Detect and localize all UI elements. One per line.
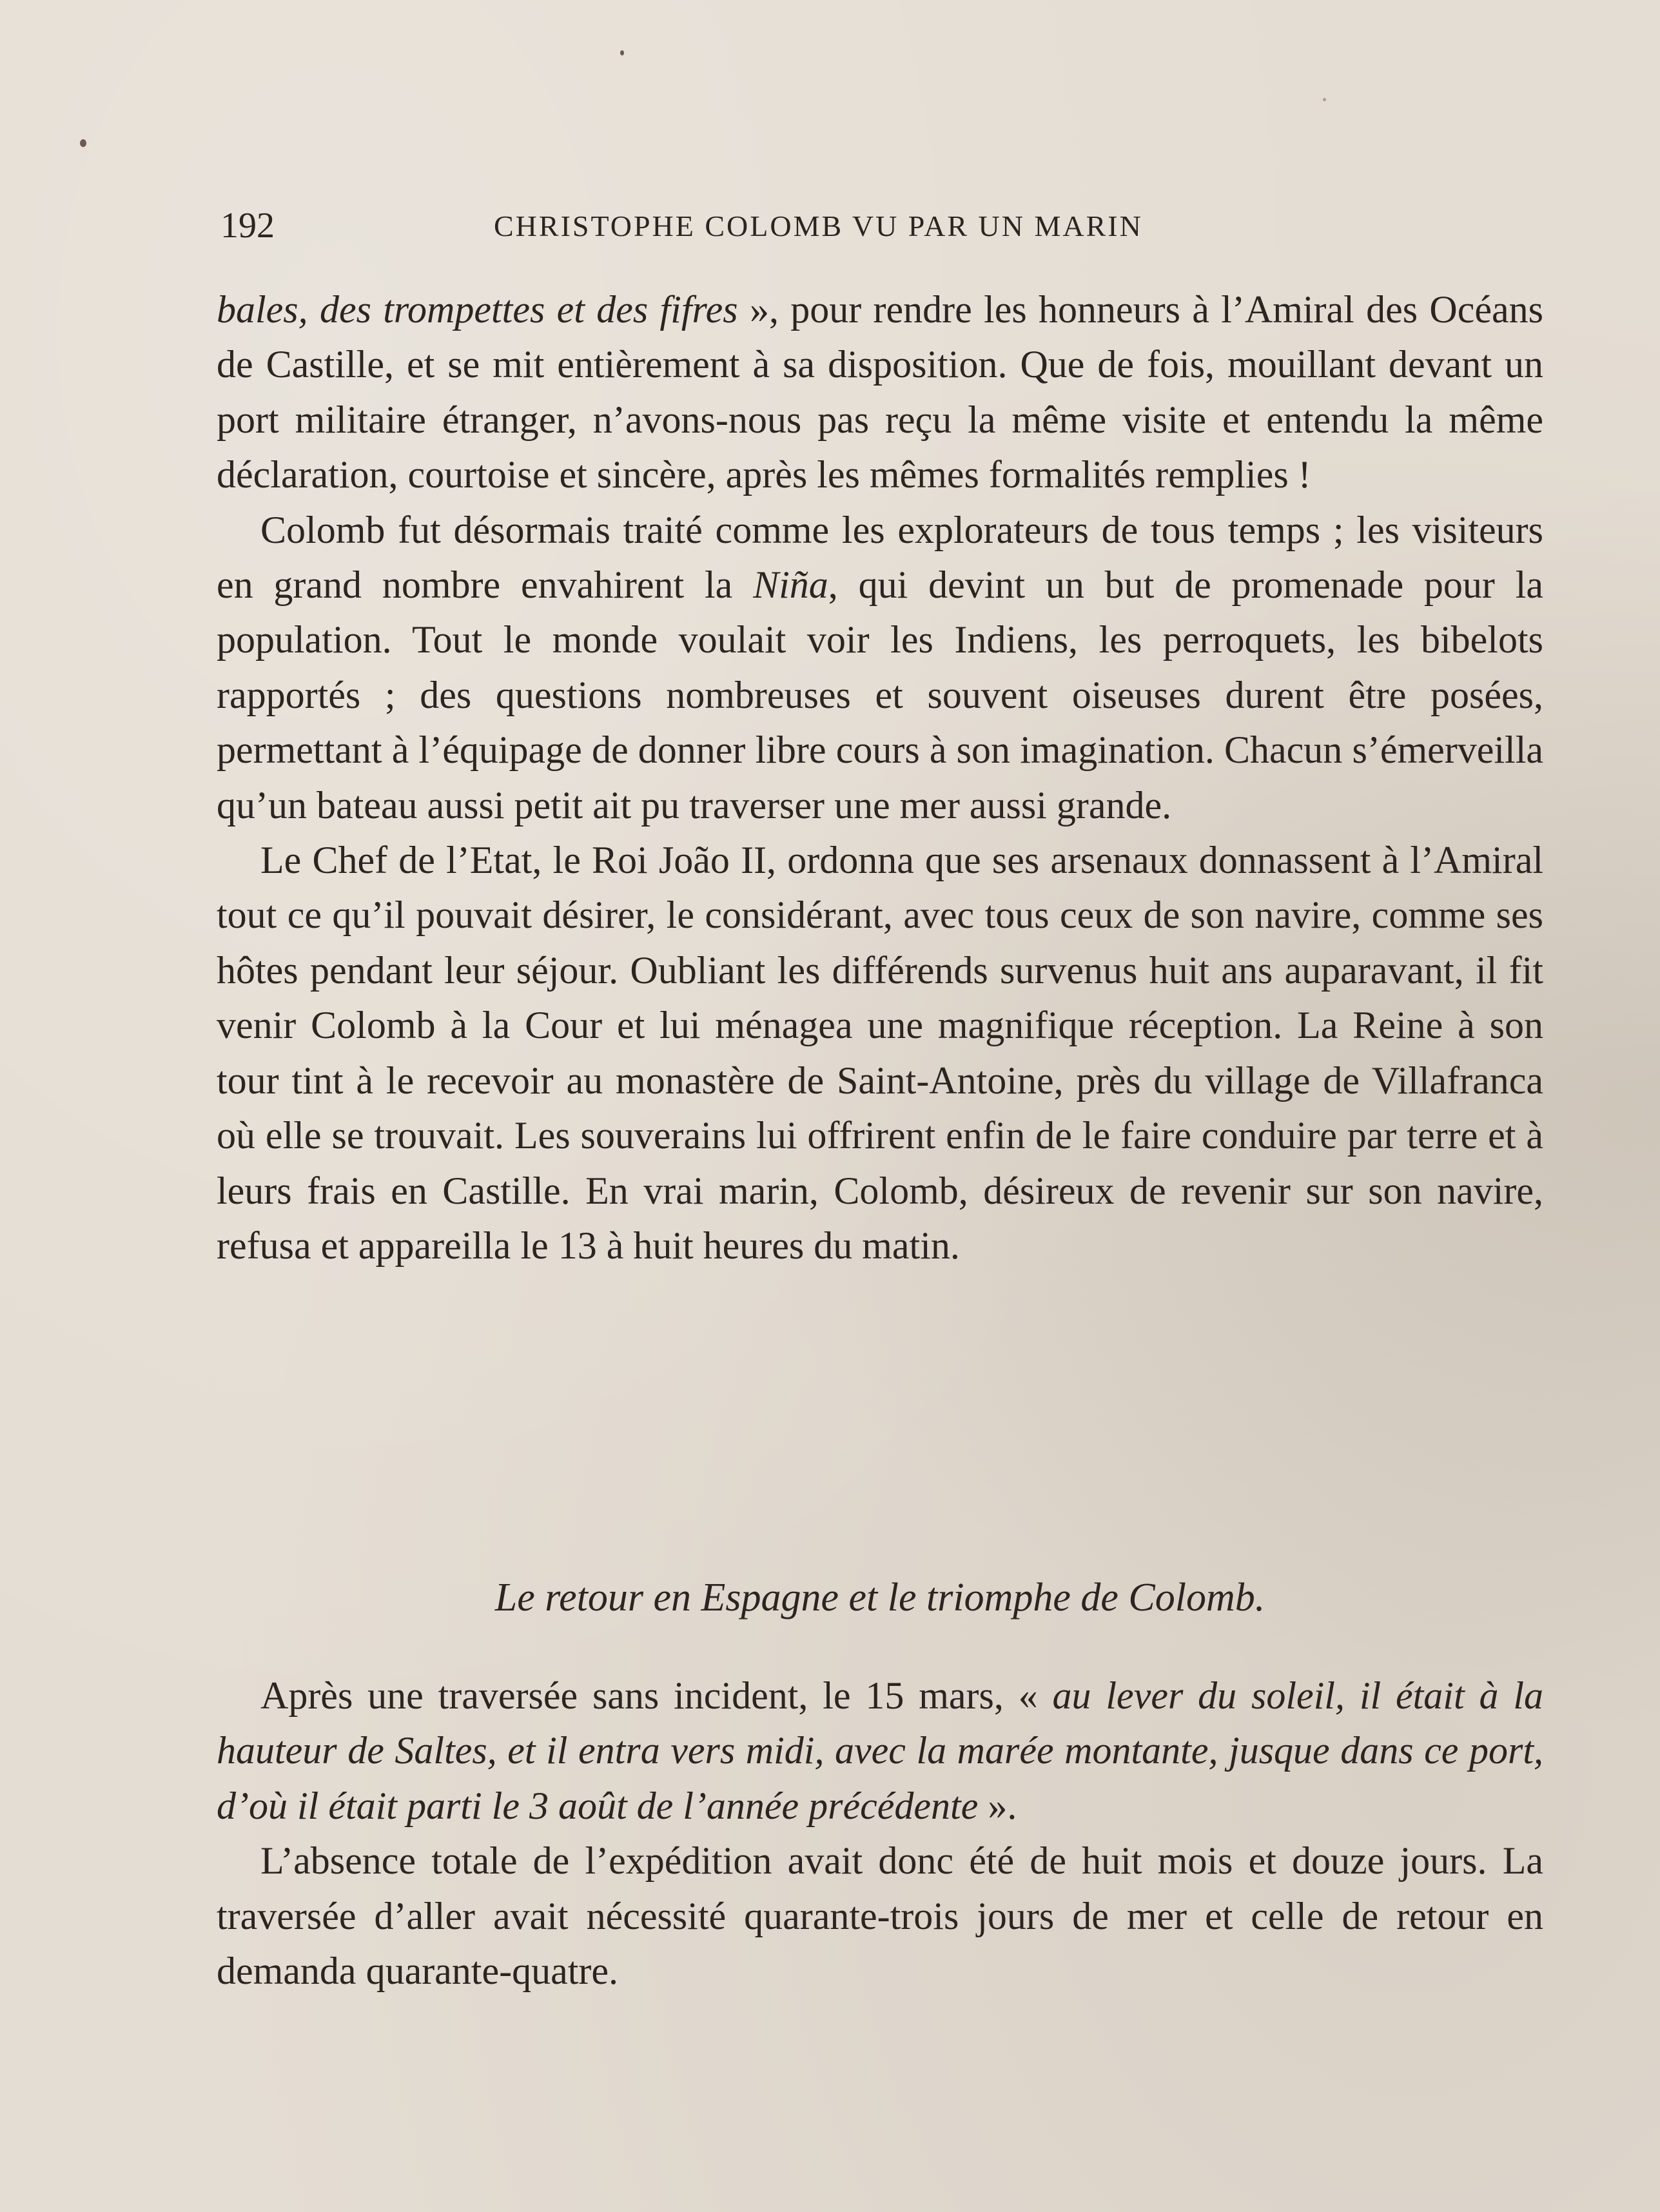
- paragraph: [217, 833, 1543, 1273]
- paragraph-text: Colomb fut désormais traité comme les explorateurs de tous temps ; les visiteurs en grand nombre envahirent la: [217, 508, 1543, 607]
- running-title: CHRISTOPHE COLOMB VU PAR UN MARIN: [494, 210, 1143, 242]
- body-text-top: [217, 282, 1543, 1273]
- paragraph-text: Le Chef de l’Etat, le Roi João II, ordonna que ses arsenaux donnassent à l’Amiral tout ce qu’il pouvait désirer, le considérant, avec tous ceux de son navire, comme ses hôtes pendant leur séjour. Oubliant les différends survenus huit ans auparavant, il fit venir Colomb à la Cour et lui ménagea une magnifique réception. La Reine à son tour tint à le recevoir au monastère de Saint-Antoine, près du village de Villafranca où elle se trouvait. Les souverains lui offrirent enfin de le faire conduire par terre et à leurs frais en Castille. En vrai marin, Colomb, désireux de revenir sur son navire, refusa et appareilla le 13 à huit heures du matin.: [217, 839, 1543, 1267]
- italic-quote: bales, des trompettes et des fifres: [217, 288, 738, 331]
- page-header: [220, 205, 1278, 244]
- paragraph-text: ».: [978, 1784, 1017, 1827]
- paper-speck: [1323, 98, 1326, 101]
- italic-quote: au lever du soleil, il était à la hauteur de Saltes, et il entra vers midi, avec la marée montante, jusque dans ce port, d’où il était parti le 3 août de l’année précédente: [217, 1674, 1543, 1827]
- paper-speck: [80, 139, 86, 147]
- paragraph: [217, 503, 1543, 833]
- paragraph: [217, 282, 1543, 503]
- paragraph: [217, 1669, 1543, 1834]
- page-number: 192: [220, 206, 275, 246]
- ship-name: Niña: [753, 563, 828, 607]
- paragraph-text: L’absence totale de l’expédition avait donc été de huit mois et douze jours. La traversée d’aller avait nécessité quarante-trois jours de mer et celle de retour en demanda quarante-quatre.: [217, 1839, 1543, 1993]
- section-heading: Le retour en Espagne et le triomphe de Colomb.: [494, 1576, 1265, 1620]
- body-text-bottom: [217, 1669, 1543, 1999]
- paper-speck: [620, 50, 624, 55]
- paragraph-text: Après une traversée sans incident, le 15 mars, «: [260, 1674, 1053, 1717]
- paragraph: [217, 1834, 1543, 1999]
- paragraph-text: , qui devint un but de promenade pour la population. Tout le monde voulait voir les Indiens, les perroquets, les bibelots rapportés ; des questions nombreuses et souvent oiseuses durent être posées, permettant à l’équipage de donner libre cours à son imagination. Chacun s’émerveilla qu’un bateau aussi petit ait pu traverser une mer aussi grande.: [217, 563, 1543, 827]
- paragraph-text: », pour rendre les honneurs à l’Amiral des Océans de Castille, et se mit entièrement à sa disposition. Que de fois, mouillant devant un port militaire étranger, n’avons-nous pas reçu la même visite et entendu la même déclaration, courtoise et sincère, après les mêmes formalités remplies !: [217, 288, 1543, 496]
